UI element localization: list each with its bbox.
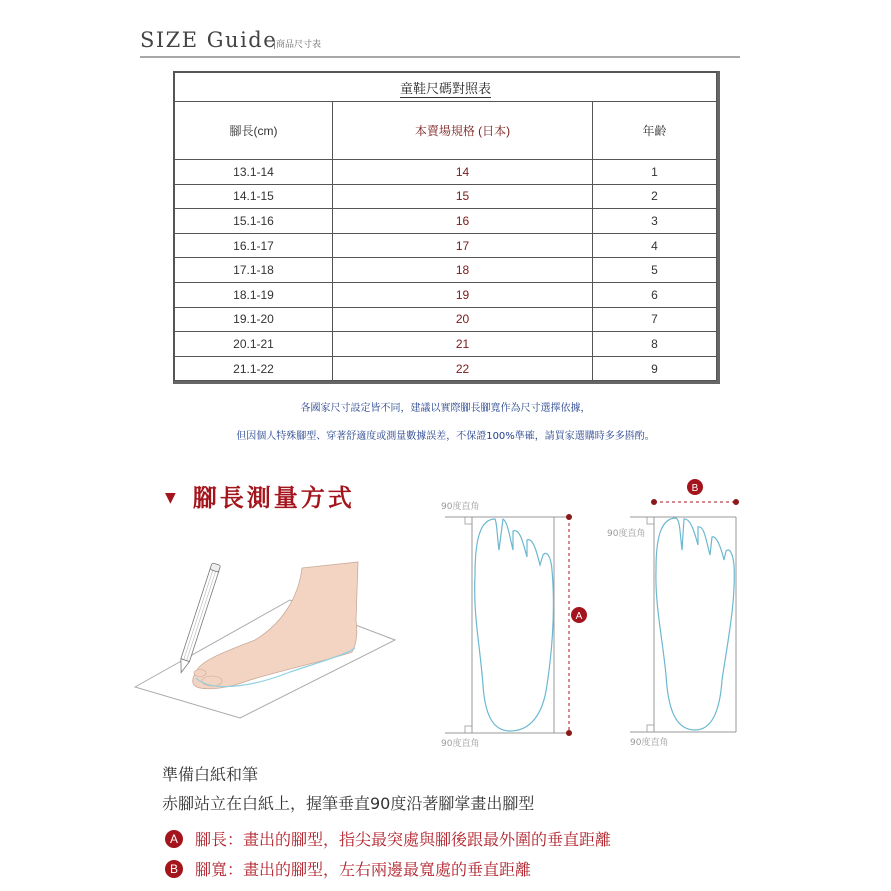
foot-width-diagram [600, 475, 750, 750]
marker-b: B [691, 483, 699, 494]
definition-a-text: 畫出的腳型，指尖最突處與腳後跟最外圍的垂直距離 [243, 830, 612, 849]
page-header [140, 28, 740, 58]
col-header-store-size: 本賣場規格 (日本) [333, 102, 593, 160]
col-header-age: 年齡 [593, 102, 717, 160]
step-1-text: 準備白紙和筆 [162, 765, 259, 784]
marker-b-icon: B [165, 860, 183, 878]
table-row: 16.1-17 17 4 [175, 233, 717, 258]
definition-b-text: 畫出的腳型，左右兩邊最寬處的垂直距離 [243, 860, 532, 879]
triangle-down-icon: ▼ [165, 490, 179, 506]
definition-b [165, 857, 531, 880]
table-row: 19.1-20 20 7 [175, 307, 717, 332]
foot-tracing-illustration [130, 540, 410, 720]
header-divider [140, 56, 740, 58]
definition-b-label: 腳寬： [195, 860, 244, 879]
svg-text:90度直角: 90度直角 [607, 529, 646, 539]
foot-length-diagram [435, 495, 595, 750]
measure-section-title: ▼ 腳長測量方式 [165, 484, 355, 512]
table-row: 15.1-16 16 3 [175, 209, 717, 234]
page-title: SIZE Guide [140, 28, 278, 52]
marker-a: A [575, 611, 583, 622]
table-row: 13.1-14 14 1 [175, 160, 717, 185]
table-row: 21.1-22 22 9 [175, 356, 717, 381]
table-row: 17.1-18 18 5 [175, 258, 717, 283]
svg-text:90度直角: 90度直角 [630, 738, 669, 748]
note-line-1: 各國家尺寸設定皆不同，建議以實際腳長腳寬作為尺寸選擇依據， [300, 403, 591, 414]
col-header-foot-length: 腳長(cm) [175, 102, 333, 160]
table-row: 20.1-21 21 8 [175, 332, 717, 357]
table-row: 18.1-19 19 6 [175, 282, 717, 307]
definition-a-label: 腳長： [195, 830, 244, 849]
definition-a [165, 827, 611, 850]
size-table [173, 71, 720, 384]
table-caption: 童鞋尺碼對照表 [175, 73, 717, 102]
right-angle-label: 90度直角 [441, 502, 480, 512]
step-2-text: 赤腳站立在白紙上，握筆垂直90度沿著腳掌畫出腳型 [162, 794, 535, 813]
table-row: 14.1-15 15 2 [175, 184, 717, 209]
note-line-2: 但因個人特殊腳型、穿著舒適度或測量數據誤差，不保證100%準確，請買家選購時多多斟酌。 [236, 431, 655, 442]
marker-a-icon: A [165, 830, 183, 848]
page-subtitle: |商品尺寸表 [273, 40, 322, 50]
svg-text:90度直角: 90度直角 [441, 739, 480, 749]
